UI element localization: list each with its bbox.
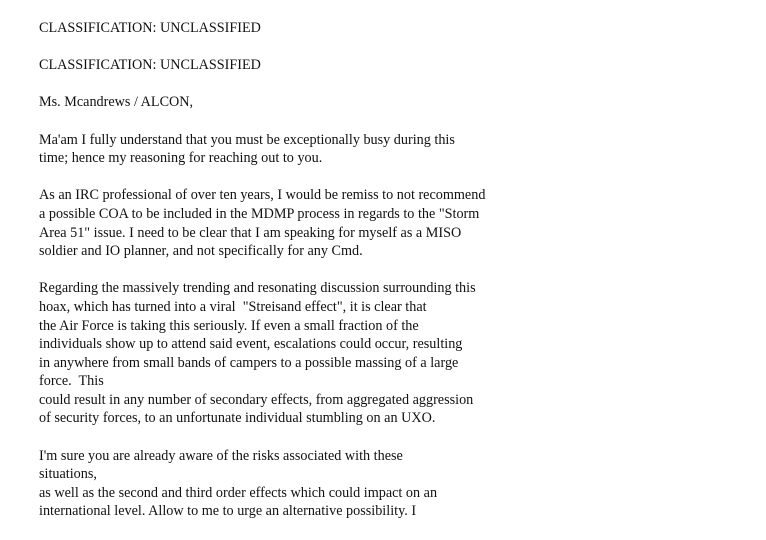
text-line: I'm sure you are already aware of the risks associated with these <box>39 447 403 464</box>
text-line: soldier and IO planner, and not specifically for any Cmd. <box>39 243 363 260</box>
text-line: Ma'am I fully understand that you must be exceptionally busy during this <box>39 131 455 148</box>
text-line: Regarding the massively trending and resonating discussion surrounding this <box>39 280 476 297</box>
text-line: of security forces, to an unfortunate individual stumbling on an UXO. <box>39 410 436 427</box>
paragraph-1 <box>39 131 759 168</box>
text-line: time; hence my reasoning for reaching out to you. <box>39 150 323 167</box>
paragraph-3 <box>39 279 759 428</box>
text-line: could result in any number of secondary effects, from aggregated aggression <box>39 391 474 408</box>
salutation: Ms. Mcandrews / ALCON, <box>39 94 194 111</box>
email-body <box>39 19 759 540</box>
text-line: the Air Force is taking this seriously. If even a small fraction of the <box>39 317 419 334</box>
paragraph-4 <box>39 447 759 521</box>
text-line: hoax, which has turned into a viral "Streisand effect", it is clear that <box>39 298 427 315</box>
text-line: As an IRC professional of over ten years, I would be remiss to not recommend <box>39 187 486 204</box>
text-line: in anywhere from small bands of campers to a possible massing of a large <box>39 354 459 371</box>
text-line: a possible COA to be included in the MDMP process in regards to the "Storm <box>39 205 480 222</box>
classification-banner: CLASSIFICATION: UNCLASSIFIED <box>39 57 261 74</box>
classification-banner: CLASSIFICATION: UNCLASSIFIED <box>39 20 261 36</box>
text-line: as well as the second and third order effects which could impact on an <box>39 484 438 501</box>
paragraph-2 <box>39 186 759 260</box>
text-line: individuals show up to attend said event, escalations could occur, resulting <box>39 336 463 353</box>
text-line: international level. Allow to me to urge an alternative possibility. I <box>39 503 417 520</box>
text-line: force. This <box>39 373 104 390</box>
text-line: Area 51" issue. I need to be clear that I am speaking for myself as a MISO <box>39 224 462 241</box>
text-line: situations, <box>39 466 97 483</box>
